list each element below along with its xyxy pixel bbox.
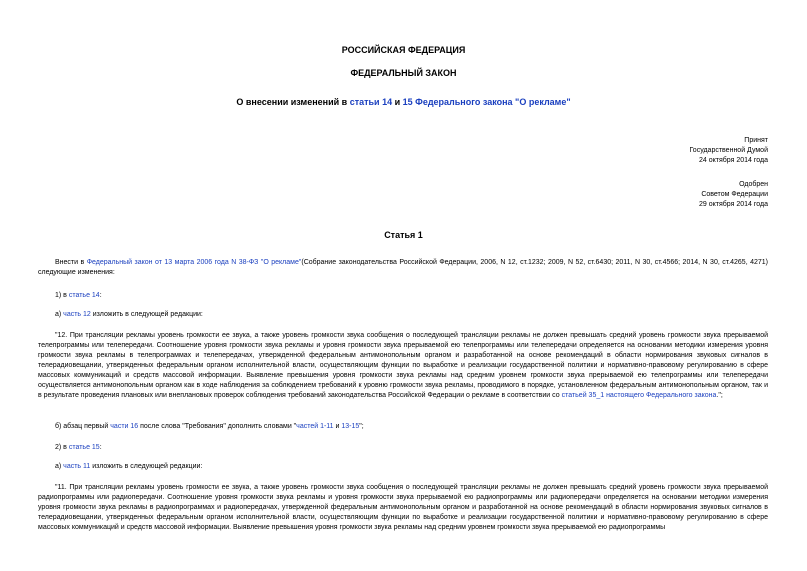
accepted-body: Государственной Думой xyxy=(689,147,768,154)
paragraph-part-11-text xyxy=(38,483,768,533)
paragraph-text: изложить в следующей редакции: xyxy=(90,311,203,318)
paragraph-item-2 xyxy=(38,443,768,453)
paragraph-text: Внести в xyxy=(55,259,87,266)
law-title-and: и xyxy=(392,97,403,107)
paragraph-text: "; xyxy=(359,423,364,430)
paragraph-text: а) xyxy=(55,463,64,470)
article-15-link[interactable]: 15 Федерального закона "О рекламе" xyxy=(402,97,571,107)
approved-date: 29 октября 2014 года xyxy=(699,201,768,208)
paragraph-text: после слова "Требования" дополнить словами " xyxy=(138,423,297,430)
paragraph-intro xyxy=(38,258,768,278)
paragraph-text: (Собрание законодательства Российской Федерации, 2006, N 12, ст.1232; 2009, N 52, ст.6430; 2011, N 30, ст.4566; 2014, N 30, ст.4265, 4271) следующие изменения: xyxy=(38,259,769,276)
approved-body: Советом Федерации xyxy=(701,191,768,198)
article-14-link[interactable]: статьи 14 xyxy=(349,97,393,107)
country-heading: РОССИЙСКАЯ ФЕДЕРАЦИЯ xyxy=(341,45,466,55)
part-12-link[interactable]: часть 12 xyxy=(63,311,91,318)
paragraph-item-1b xyxy=(38,422,768,432)
law-type-heading: ФЕДЕРАЛЬНЫЙ ЗАКОН xyxy=(350,68,457,78)
paragraph-text: изложить в следующей редакции: xyxy=(90,463,203,470)
part-16-link[interactable]: части 16 xyxy=(110,423,139,430)
accepted-date: 24 октября 2014 года xyxy=(699,157,768,164)
approved-block xyxy=(699,180,768,210)
paragraph-text: ."; xyxy=(716,392,723,399)
article-35-1-link[interactable]: статьей 35_1 настоящего Федерального закона xyxy=(561,392,717,399)
parts-1-11-link[interactable]: частей 1-11 xyxy=(296,423,334,430)
paragraph-text: 2) в xyxy=(55,444,69,451)
accepted-label: Принят xyxy=(744,137,768,144)
paragraph-text: б) абзац первый xyxy=(55,423,111,430)
paragraph-text: 1) в xyxy=(55,292,69,299)
article-heading: Статья 1 xyxy=(384,230,423,240)
paragraph-text: : xyxy=(99,292,102,299)
paragraph-text: а) xyxy=(55,311,64,318)
law-title xyxy=(0,97,807,107)
paragraph-item-1a xyxy=(38,310,768,320)
paragraph-text: "12. При трансляции рекламы уровень громкости ее звука, а также уровень громкости звука сообщения о последующей трансляции рекламы не должен превышать средний уровень громкости звука прерываемой телепрограммы или телепередачи. Соотношение уровня громкости звука рекламы и уровня громкости звука прерываемой ею телепрограммы или телепередачи определяется на основании методики измерения уровня громкости звука рекламы в телепрограммах и телепередачах, утвержденной федеральным антимонопольным органом и разработанной на основе рекомендаций в области нормирования звуковых сигналов в телерадиовещании, утвержденных федеральным органом исполнительной власти, осуществляющим функции по выработке и реализации государственной политики и нормативно-правовому регулированию в сфере массовых коммуникаций и средств массовой информации. Выявление превышения уровня громкости звука рекламы над средним уровнем громкости звука прерываемой ею телепрограммы или телепередачи осуществляется антимонопольным органом как в ходе наблюдения за соблюдением требований к уровню громкости звука рекламы, проводимого в порядке, установленном федеральным антимонопольным органом, так и в результате проведения плановых или внеплановых проверок соблюдения требований законодательства Российской Федерации о рекламе в соответствии со xyxy=(38,332,768,399)
paragraph-part-12-text xyxy=(38,331,768,401)
part-11-link[interactable]: часть 11 xyxy=(63,463,91,470)
paragraph-item-2a xyxy=(38,462,768,472)
article-14-ref-link[interactable]: статье 14 xyxy=(68,292,100,299)
paragraph-text: и xyxy=(333,423,342,430)
paragraph-item-1 xyxy=(38,291,768,301)
paragraph-text: : xyxy=(99,444,102,451)
accepted-block xyxy=(689,136,768,166)
approved-label: Одобрен xyxy=(739,181,768,188)
law-title-text: О внесении изменений в xyxy=(236,97,350,107)
parts-13-15-link[interactable]: 13-15 xyxy=(341,423,360,430)
federal-law-link[interactable]: Федеральный закон от 13 марта 2006 года N 38-ФЗ "О рекламе" xyxy=(86,259,302,266)
paragraph-text: "11. При трансляции рекламы уровень громкости ее звука, а также уровень громкости звука сообщения о последующей трансляции рекламы не должен превышать средний уровень громкости звука прерываемой радиопрограммы или радиопередачи. Соотношение уровня громкости звука рекламы и уровня громкости звука прерываемой ею радиопрограммы или радиопередачи определяется на основании методики измерения уровня громкости звука рекламы в радиопрограммах и радиопередачах, утвержденной федеральным антимонопольным органом и разработанной на основе рекомендаций в области нормирования звуковых сигналов в телерадиовещании, утвержденных федеральным органом исполнительной власти, осуществляющим функции по выработке и реализации государственной политики и нормативно-правовому регулированию в сфере массовых коммуникаций и средств массовой информации. Выявление превышения уровня громкости звука рекламы над средним уровнем громкости звука прерываемой ею радиопрограммы xyxy=(38,484,768,531)
article-15-ref-link[interactable]: статье 15 xyxy=(68,444,100,451)
